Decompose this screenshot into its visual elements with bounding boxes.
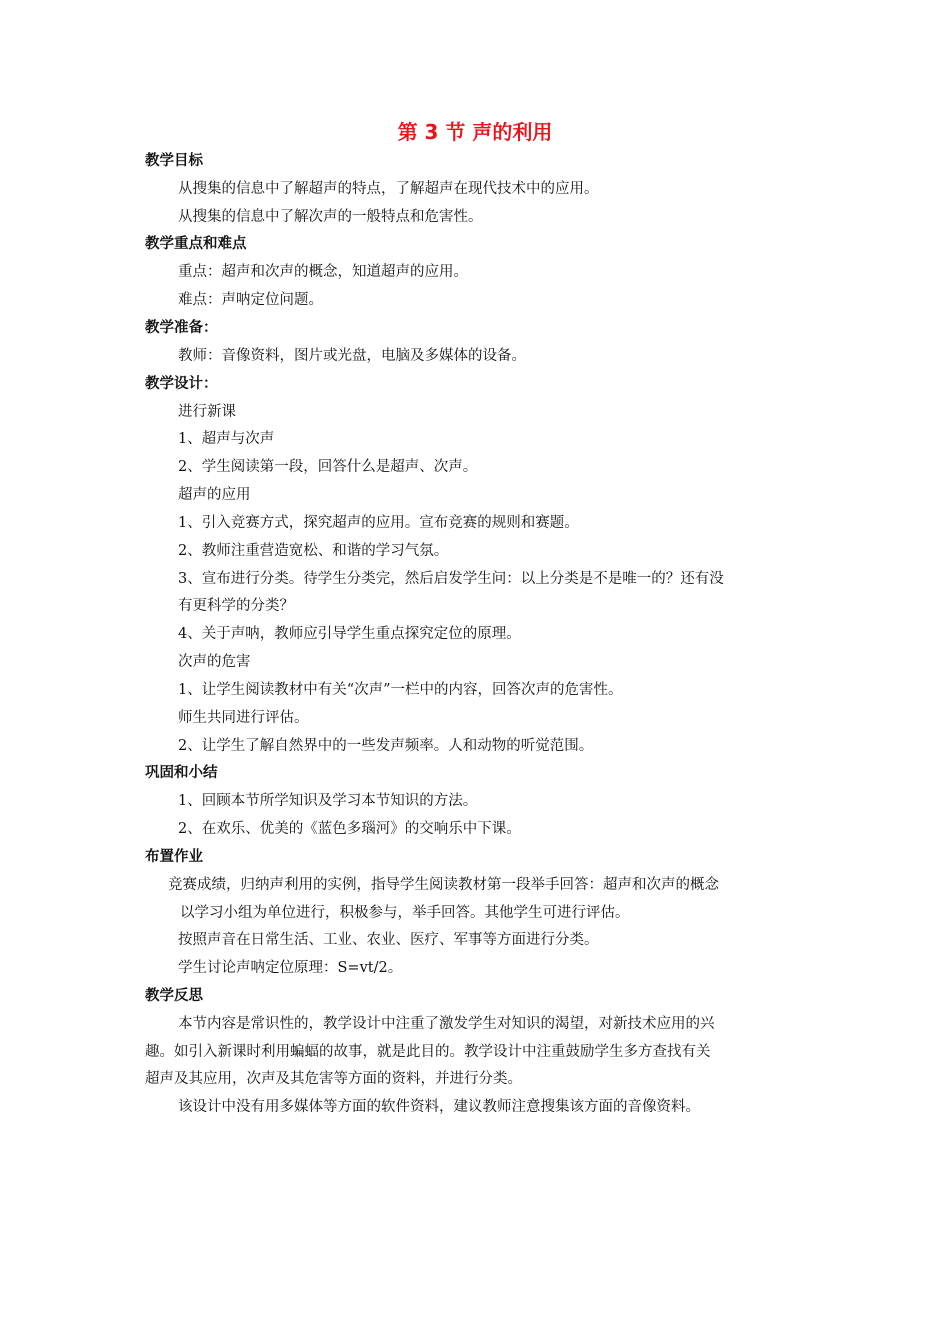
paragraph-line: 超声及其应用，次声及其危害等方面的资料，并进行分类。 — [145, 1071, 522, 1087]
paragraph-line: 该设计中没有用多媒体等方面的软件资料，建议教师注意搜集该方面的音像资料。 — [178, 1099, 700, 1115]
paragraph-line: 师生共同进行评估。 — [178, 710, 309, 726]
paragraph-line: 2、教师注重营造宽松、和谐的学习气氛。 — [178, 543, 449, 559]
paragraph-line: 4、关于声呐，教师应引导学生重点探究定位的原理。 — [178, 626, 521, 642]
heading-key-points: 教学重点和难点 — [145, 236, 247, 252]
heading-objectives: 教学目标 — [145, 153, 203, 169]
paragraph-line: 学生讨论声呐定位原理：S=vt/2。 — [178, 960, 403, 976]
document-title: 第 3 节 声的利用 — [397, 120, 553, 144]
paragraph-line: 重点：超声和次声的概念，知道超声的应用。 — [178, 264, 468, 280]
paragraph-line: 1、引入竞赛方式，探究超声的应用。宣布竞赛的规则和赛题。 — [178, 515, 579, 531]
paragraph-line: 2、学生阅读第一段，回答什么是超声、次声。 — [178, 459, 478, 475]
paragraph-line: 本节内容是常识性的，教学设计中注重了激发学生对知识的渴望，对新技术应用的兴 — [178, 1016, 715, 1032]
paragraph-line: 1、超声与次声 — [178, 431, 275, 447]
paragraph-line: 以学习小组为单位进行，积极参与，举手回答。其他学生可进行评估。 — [180, 905, 630, 921]
paragraph-line: 有更科学的分类？ — [178, 598, 294, 614]
paragraph-line: 竞赛成绩，归纳声利用的实例，指导学生阅读教材第一段举手回答：超声和次声的概念 — [168, 877, 719, 893]
paragraph-line: 从搜集的信息中了解超声的特点，了解超声在现代技术中的应用。 — [178, 181, 599, 197]
paragraph-line: 教师：音像资料，图片或光盘，电脑及多媒体的设备。 — [178, 348, 526, 364]
paragraph-line: 趣。如引入新课时利用蝙蝠的故事，就是此目的。教学设计中注重鼓励学生多方查找有关 — [145, 1044, 711, 1060]
paragraph-line: 进行新课 — [178, 404, 236, 420]
heading-preparation: 教学准备： — [145, 320, 218, 336]
heading-reflection: 教学反思 — [145, 988, 203, 1004]
heading-homework: 布置作业 — [145, 849, 203, 865]
heading-review: 巩固和小结 — [145, 765, 218, 781]
paragraph-line: 从搜集的信息中了解次声的一般特点和危害性。 — [178, 209, 483, 225]
paragraph-line: 难点：声呐定位问题。 — [178, 292, 323, 308]
paragraph-line: 超声的应用 — [178, 487, 251, 503]
paragraph-line: 按照声音在日常生活、工业、农业、医疗、军事等方面进行分类。 — [178, 932, 599, 948]
paragraph-line: 1、回顾本节所学知识及学习本节知识的方法。 — [178, 793, 478, 809]
paragraph-line: 2、让学生了解自然界中的一些发声频率。人和动物的听觉范围。 — [178, 738, 594, 754]
paragraph-line: 3、宣布进行分类。待学生分类完，然后启发学生问：以上分类是不是唯一的？还有没 — [178, 571, 724, 587]
heading-design: 教学设计： — [145, 376, 218, 392]
paragraph-line: 1、让学生阅读教材中有关“次声”一栏中的内容，回答次声的危害性。 — [178, 682, 623, 698]
paragraph-line: 次声的危害 — [178, 654, 251, 670]
paragraph-line: 2、在欢乐、优美的《蓝色多瑙河》的交响乐中下课。 — [178, 821, 521, 837]
